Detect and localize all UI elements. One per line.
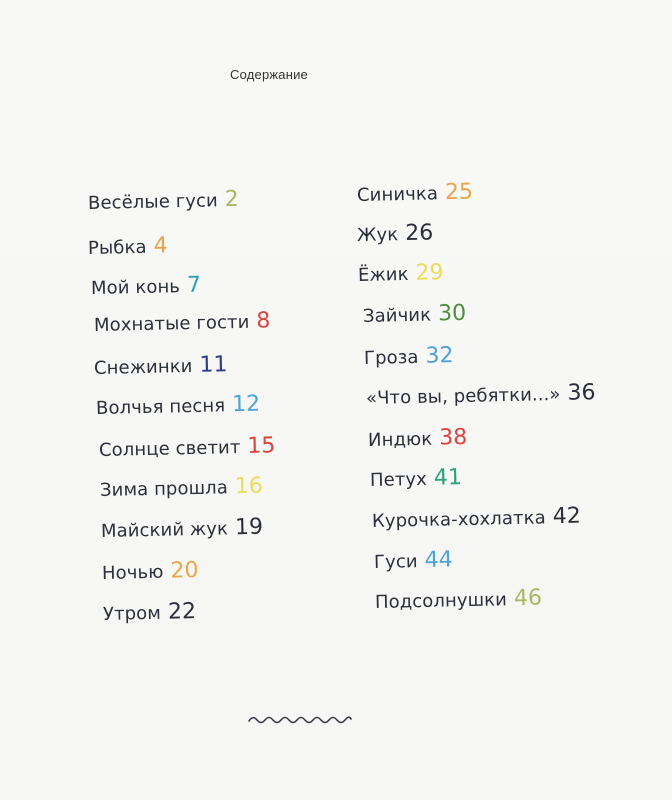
toc-entry <box>372 504 581 533</box>
toc-entry <box>358 260 444 287</box>
toc-entry <box>357 180 473 207</box>
toc-entry-title: Рыбка <box>87 236 147 259</box>
toc-entry-page-number: 29 <box>415 260 444 286</box>
toc-entry <box>88 187 239 215</box>
toc-entry <box>101 515 263 543</box>
toc-entry-page-number: 41 <box>433 465 463 491</box>
toc-entry-page-number: 22 <box>167 599 197 625</box>
contents-heading: Содержание <box>230 67 308 82</box>
toc-entry <box>94 352 228 380</box>
toc-entry-page-number: 25 <box>444 179 474 206</box>
toc-entry-title: Мохнатые гости <box>93 311 250 336</box>
toc-entry <box>94 308 271 337</box>
toc-entry-title: Ёжик <box>357 263 409 286</box>
toc-entry-title: Волчья песня <box>95 395 226 419</box>
toc-entry-title: Петух <box>369 468 428 491</box>
toc-entry-page-number: 12 <box>231 391 261 418</box>
toc-entry-page-number: 2 <box>224 186 240 213</box>
toc-entry <box>364 343 454 370</box>
toc-entry <box>375 586 542 614</box>
toc-entry-title: Курочка-хохлатка <box>371 507 546 532</box>
toc-entry <box>374 547 453 574</box>
toc-entry-page-number: 26 <box>404 220 434 246</box>
toc-entry-page-number: 32 <box>425 343 454 369</box>
toc-entry-title: Синичка <box>356 183 439 206</box>
toc-entry-title: Индюк <box>367 428 433 451</box>
toc-entry-page-number: 20 <box>170 557 199 584</box>
toc-entry-page-number: 46 <box>513 585 543 612</box>
toc-entry-title: Майский жук <box>100 518 229 542</box>
toc-entry-page-number: 15 <box>247 433 276 459</box>
toc-entry-page-number: 36 <box>567 380 596 406</box>
toc-entry <box>366 380 596 410</box>
toc-entry-title: Жук <box>356 224 399 246</box>
toc-entry-title: Весёлые гуси <box>87 190 219 214</box>
wave-divider-icon <box>247 712 353 726</box>
toc-entry-title: Утром <box>102 602 162 625</box>
toc-entry-page-number: 4 <box>153 233 168 259</box>
toc-entry-title: Солнце светит <box>98 437 241 461</box>
toc-entry <box>363 301 467 328</box>
toc-entry-page-number: 44 <box>424 547 453 573</box>
toc-entry <box>103 599 196 626</box>
toc-entry <box>99 433 276 462</box>
toc-entry <box>96 392 261 420</box>
toc-entry-page-number: 38 <box>438 424 468 451</box>
toc-entry-title: Снежинки <box>93 355 193 379</box>
toc-entry-title: Гроза <box>363 346 419 369</box>
toc-entry-title: Гуси <box>373 551 418 573</box>
toc-entry <box>357 220 434 247</box>
toc-entry-page-number: 30 <box>437 300 467 327</box>
toc-entry <box>370 465 462 492</box>
toc-entry-title: Подсолнушки <box>374 589 508 613</box>
toc-entry-title: Ночью <box>101 561 164 584</box>
toc-entry <box>368 425 468 452</box>
toc-entry-page-number: 16 <box>234 473 264 500</box>
toc-entry-title: Зима прошла <box>99 477 229 501</box>
toc-entry <box>91 273 202 300</box>
toc-entry-page-number: 19 <box>234 514 264 541</box>
toc-entry <box>88 233 168 260</box>
toc-entry-page-number: 7 <box>186 272 202 298</box>
toc-entry-page-number: 11 <box>199 352 228 378</box>
toc-entry <box>100 474 263 502</box>
toc-entry-title: «Что вы, ребятки...» <box>365 383 561 409</box>
toc-entry-page-number: 42 <box>552 503 581 530</box>
toc-entry-page-number: 8 <box>256 308 271 334</box>
toc-entry-title: Зайчик <box>362 304 432 327</box>
toc-entry <box>102 558 199 585</box>
toc-entry-title: Мой конь <box>90 276 181 299</box>
